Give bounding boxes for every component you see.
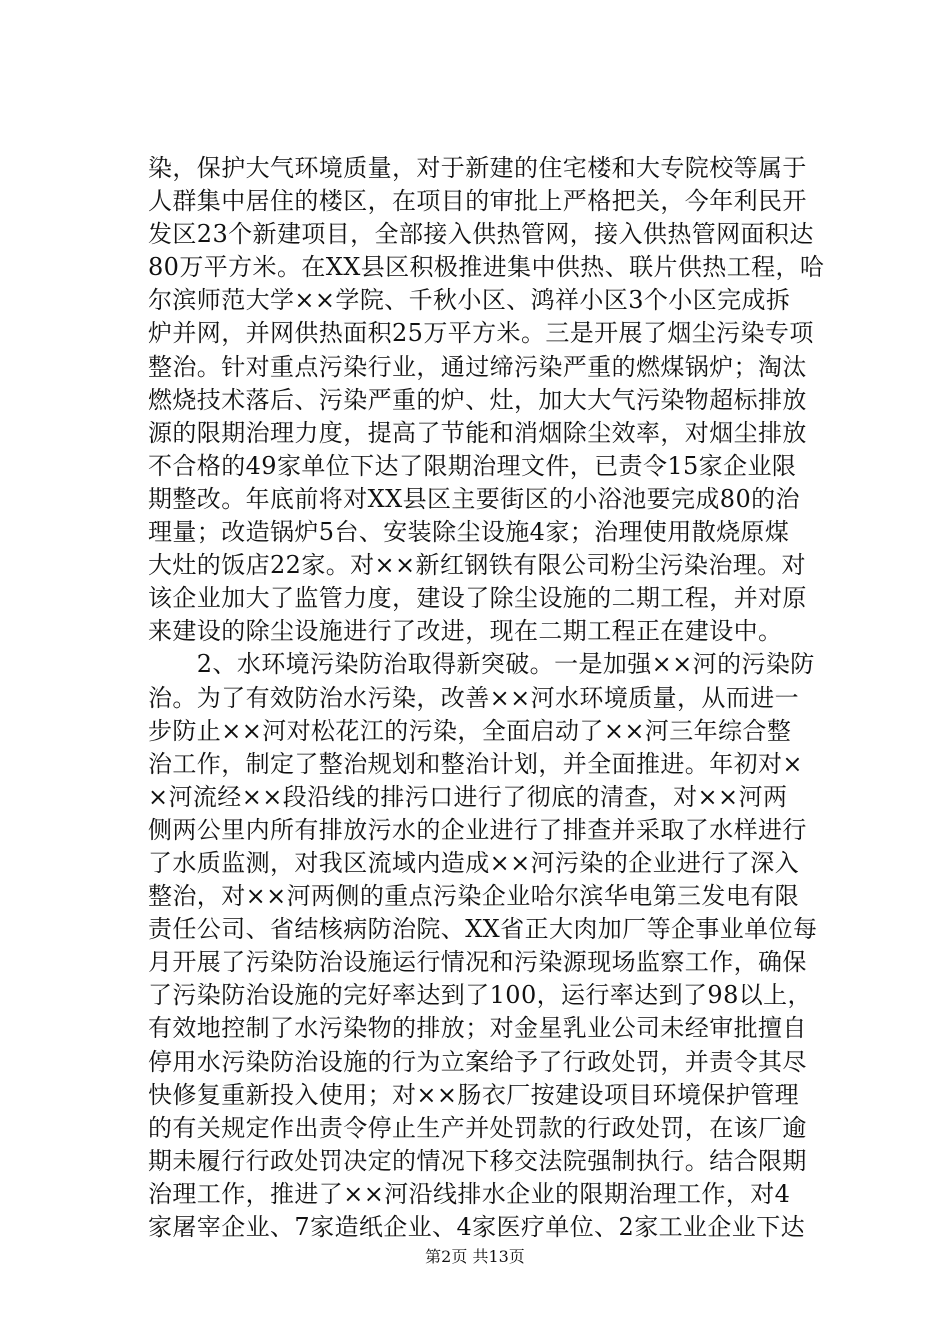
- text-line: 80万平方米。在XX县区积极推进集中供热、联片供热工程，哈: [148, 253, 825, 282]
- text-line: 家屠宰企业、7家造纸企业、4家医疗单位、2家工业企业下达: [148, 1213, 806, 1241]
- body-text: [148, 152, 825, 1244]
- text-line: 责任公司、省结核病防治院、XX省正大肉加厂等企事业单位每: [148, 915, 818, 944]
- text-line: 该企业加大了监管力度，建设了除尘设施的二期工程，并对原: [148, 584, 807, 613]
- text-line: 源的限期治理力度，提高了节能和消烟除尘效率，对烟尘排放: [148, 418, 807, 447]
- text-line: 侧两公里内所有排放污水的企业进行了排查并采取了水样进行: [148, 815, 807, 844]
- text-line: 治理工作，推进了××河沿线排水企业的限期治理工作，对4: [148, 1179, 791, 1208]
- text-line: 燃烧技术落后、污染严重的炉、灶，加大大气污染物超标排放: [148, 385, 807, 414]
- text-line: 了水质监测，对我区流域内造成××河污染的企业进行了深入: [148, 848, 800, 877]
- page-footer: 第2页 共13页: [425, 1247, 525, 1266]
- text-line: 有效地控制了水污染物的排放；对金星乳业公司未经审批擅自: [148, 1014, 807, 1043]
- text-line: 尔滨师范大学××学院、千秋小区、鸿祥小区3个小区完成拆: [148, 286, 791, 315]
- text-line: 整治，对××河两侧的重点污染企业哈尔滨华电第三发电有限: [148, 882, 800, 911]
- text-line: 步防止××河对松花江的污染，全面启动了××河三年综合整: [148, 716, 792, 745]
- text-line: 不合格的49家单位下达了限期治理文件，已责令15家企业限: [148, 451, 797, 480]
- text-line: 治。为了有效防治水污染，改善××河水环境质量，从而进一: [148, 683, 800, 712]
- text-line: 大灶的饭店22家。对××新红钢铁有限公司粉尘污染治理。对: [148, 551, 806, 580]
- text-line: 期未履行行政处罚决定的情况下移交法院强制执行。结合限期: [148, 1146, 807, 1175]
- text-line: ×河流经××段沿线的排污口进行了彻底的清查，对××河两: [148, 782, 788, 811]
- text-line: 来建设的除尘设施进行了改进，现在二期工程正在建设中。: [148, 617, 783, 646]
- text-line: 整治。针对重点污染行业，通过缔污染严重的燃煤锅炉；淘汰: [148, 352, 807, 381]
- text-line: 人群集中居住的楼区，在项目的审批上严格把关，今年利民开: [148, 187, 807, 216]
- text-line: 2、水环境污染防治取得新突破。一是加强××河的污染防: [148, 650, 815, 679]
- text-line: 期整改。年底前将对XX县区主要街区的小浴池要完成80的治: [148, 484, 800, 513]
- text-line: 了污染防治设施的完好率达到了100，运行率达到了98以上，: [148, 981, 812, 1010]
- text-line: 快修复重新投入使用；对××肠衣厂按建设项目环境保护管理: [148, 1080, 800, 1109]
- text-line: 的有关规定作出责令停止生产并处罚款的行政处罚，在该厂逾: [148, 1113, 807, 1142]
- text-line: 理量；改造锅炉5台、安装除尘设施4家；治理使用散烧原煤: [148, 518, 790, 547]
- text-line: 炉并网，并网供热面积25万平方米。三是开展了烟尘污染专项: [148, 319, 814, 348]
- text-line: 停用水污染防治设施的行为立案给予了行政处罚，并责令其尽: [148, 1047, 807, 1076]
- text-line: 染，保护大气环境质量，对于新建的住宅楼和大专院校等属于: [148, 154, 807, 182]
- text-line: 月开展了污染防治设施运行情况和污染源现场监察工作，确保: [148, 948, 807, 977]
- text-line: 发区23个新建项目，全部接入供热管网，接入供热管网面积达: [148, 220, 814, 249]
- text-line: 治工作，制定了整治规划和整治计划，并全面推进。年初对×: [148, 749, 803, 778]
